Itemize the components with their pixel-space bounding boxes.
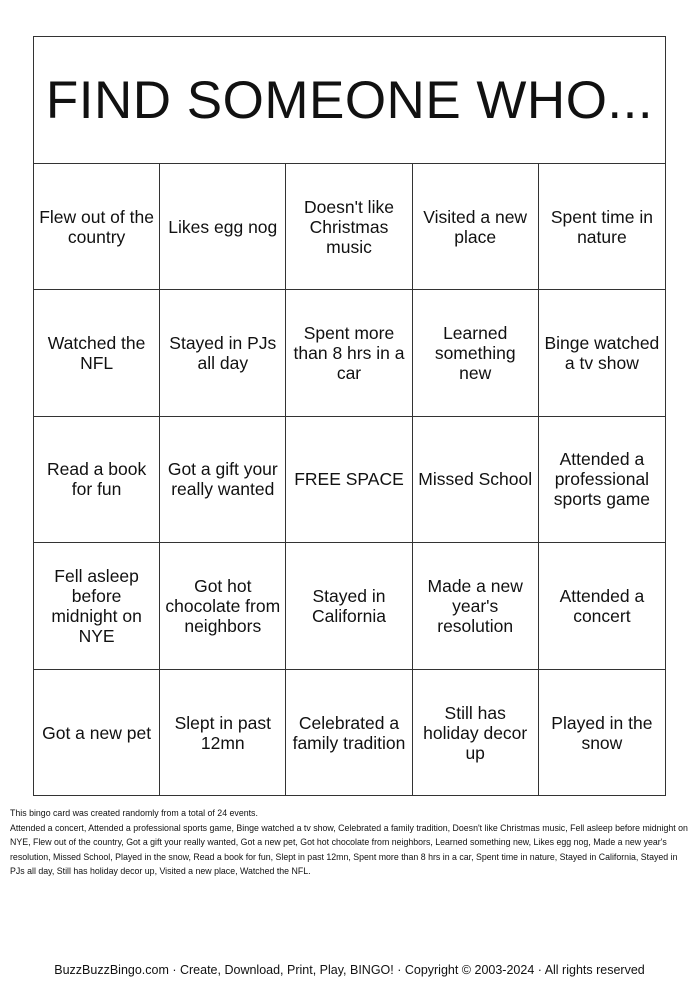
bingo-cell: Learned something new	[413, 290, 539, 416]
bingo-cell: Visited a new place	[413, 164, 539, 290]
free-space-cell: FREE SPACE	[286, 417, 412, 543]
bingo-cell: Spent time in nature	[539, 164, 665, 290]
bingo-cell: Stayed in California	[286, 543, 412, 669]
bingo-cell: Watched the NFL	[34, 290, 160, 416]
info-events: Attended a concert, Attended a professional sports game, Binge watched a tv show, Celebrated a family tradition, Doesn't like Christmas music, Fell asleep before midnight on NYE, Flew out of the country, Got a gift your really wanted, Got a new pet, Got hot chocolate from neighbors, Learned something new, Likes egg nog, Made a new year's resolution, Missed School, Played in the snow, Read a book for fun, Slept in past 12mn, Spent more than 8 hrs in a car, Spent time in nature, Stayed in California, Stayed in PJs all day, Still has holiday decor up, Visited a new place, Watched the NFL.	[10, 822, 688, 876]
bingo-card	[33, 36, 666, 796]
bingo-cell: Attended a concert	[539, 543, 665, 669]
bingo-cell: Played in the snow	[551, 712, 653, 753]
bingo-cell: Attended a professional sports game	[539, 417, 665, 543]
bingo-cell: Got a gift your really wanted	[160, 417, 286, 543]
card-title: FIND SOMEONE WHO...	[34, 37, 665, 164]
bingo-cell: Made a new year's resolution	[413, 543, 539, 669]
bingo-cell: Got a new pet	[34, 670, 160, 796]
bingo-cell: Stayed in PJs all day	[160, 290, 286, 416]
bingo-cell: Missed School	[413, 417, 539, 543]
bingo-cell: Celebrated a family tradition	[286, 670, 412, 796]
bingo-cell: Read a book for fun	[34, 417, 160, 543]
bingo-grid	[34, 164, 665, 796]
info-summary: This bingo card was created randomly from a total of 24 events.	[10, 808, 258, 818]
bingo-cell: Still has holiday decor up	[413, 670, 539, 796]
footer-copyright: BuzzBuzzBingo.com · Create, Download, Print, Play, BINGO! · Copyright © 2003-2024 · All rights reserved	[54, 963, 645, 977]
bingo-cell: Got hot chocolate from neighbors	[160, 543, 286, 669]
card-info	[10, 806, 694, 879]
bingo-cell: Binge watched a tv show	[539, 290, 665, 416]
bingo-cell: Fell asleep before midnight on NYE	[34, 543, 160, 669]
bingo-cell: Likes egg nog	[160, 164, 286, 290]
bingo-cell: Flew out of the country	[34, 164, 160, 290]
bingo-cell: Spent more than 8 hrs in a car	[286, 290, 412, 416]
bingo-cell: Doesn't like Christmas music	[286, 164, 412, 290]
bingo-cell: Slept in past 12mn	[160, 670, 286, 796]
